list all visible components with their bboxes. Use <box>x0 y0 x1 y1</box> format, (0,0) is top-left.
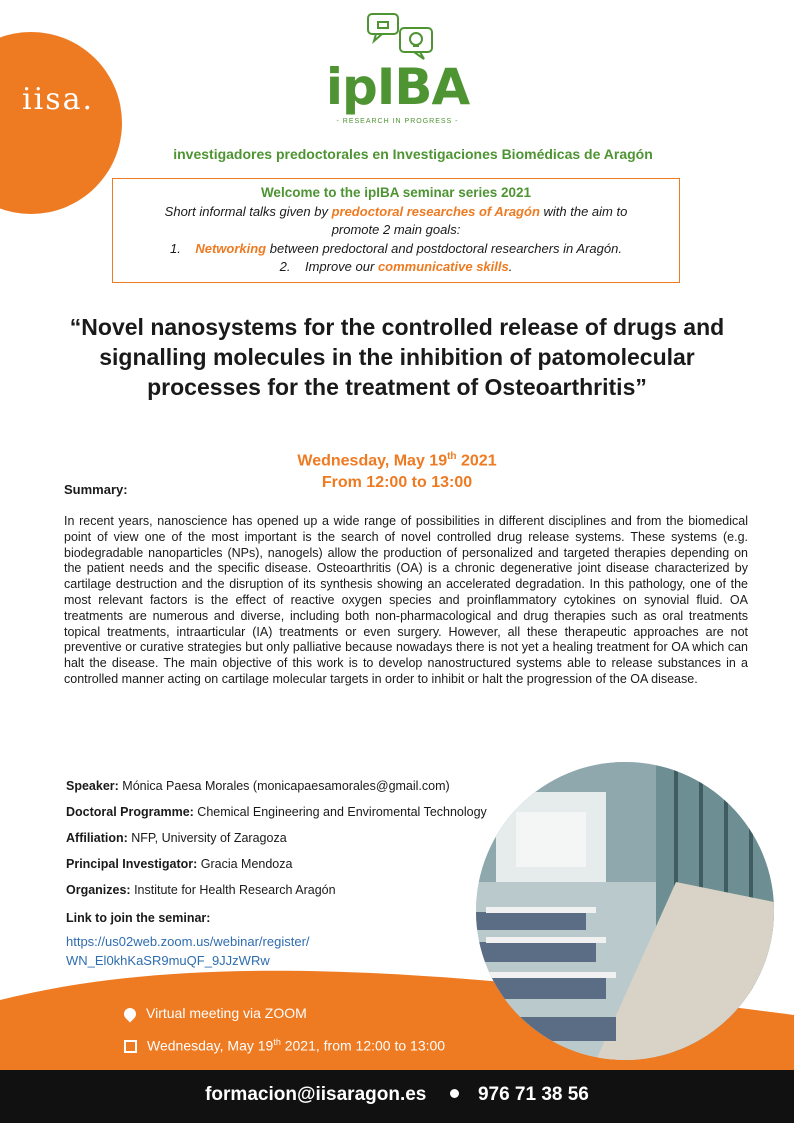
iis-logo-circle <box>0 32 122 214</box>
summary-label: Summary: <box>64 482 128 497</box>
footer-location <box>124 1005 307 1021</box>
link-label-text: Link to join the seminar: <box>66 911 211 925</box>
ipiba-logo-tagline: - RESEARCH IN PROGRESS - <box>336 118 459 125</box>
link-label <box>66 911 210 925</box>
ipiba-logo-name: ipIBA <box>325 58 470 116</box>
contact-info <box>0 1084 794 1106</box>
goal-2 <box>113 258 679 277</box>
contact-phone[interactable]: 976 71 38 56 <box>477 1084 589 1105</box>
bullet-icon <box>450 1089 459 1098</box>
affiliation-row <box>66 831 287 845</box>
affiliation-value: NFP, University of Zaragoza <box>127 831 287 845</box>
welcome-box <box>112 178 680 283</box>
organization-full-name: investigadores predoctorales en Investigaciones Biomédicas de Aragón <box>173 146 653 162</box>
summary-text: In recent years, nanoscience has opened up a wide range of possibilities in different disciplines and from the biomedical point of view one of the most important is the search of novel controlled drug release systems. These systems (e.g. biodegradable nanoparticles (NPs), nanogels) allow the production of personalized and targeted therapies depending on the patient needs and the specific disease. Osteoarthritis (OA) is a chronic degenerative joint disease characterized by cartilage destruction and the disruption of its synthesis showing an accelerated degradation. In this pathology, one of the most relevant factors is the effect of reactive oxygen species and proinflammatory cytokines on synovial fluid. OA treatments are numerous and diverse, including both non-pharmacological and drug therapies such as oral treatments topical treatments, intraarticular (IA) treatments or even surgery. However, all these therapeutic approaches are not preventive or curative strategies but only palliative because nowadays there is not yet a healing treatment for OA which can halt the disease. The main objective of this work is to develop nanostructured systems able to release substances in a controlled manner acting on cartilage molecular targets in order to inhibit or halt the progression of the OA disease. <box>64 514 748 686</box>
organizes-row <box>66 883 336 897</box>
seminar-link-line-1[interactable]: https://us02web.zoom.us/webinar/register/ <box>66 934 310 949</box>
iis-logo-text: iisa. <box>22 82 95 117</box>
footer-date-suffix: th <box>273 1037 281 1047</box>
talk-date-suffix: th <box>447 451 457 462</box>
pi-value: Gracia Mendoza <box>197 857 293 871</box>
talk-time: From 12:00 to 13:00 <box>321 474 473 492</box>
goal-2-number: 2. <box>279 259 291 274</box>
organizes-value: Institute for Health Research Aragón <box>130 883 336 897</box>
location-pin-icon <box>122 1006 139 1023</box>
affiliation-label: Affiliation: <box>66 831 128 845</box>
footer-datetime <box>124 1037 445 1054</box>
welcome-line-2: promote 2 main goals: <box>331 222 461 237</box>
goal-2-end: . <box>508 259 513 274</box>
programme-value: Chemical Engineering and Enviromental Technology <box>193 805 487 819</box>
calendar-icon <box>124 1040 137 1053</box>
goal-2-highlight: communicative skills <box>377 259 509 274</box>
speaker-value: Mónica Paesa Morales (monicapaesamorales@gmail.com) <box>118 779 450 793</box>
classroom-photo <box>476 762 774 1060</box>
talk-date-year: 2021 <box>456 452 497 470</box>
welcome-line-1-end: with the aim to <box>539 203 628 219</box>
goal-1-highlight: Networking <box>195 240 267 256</box>
goal-1-number: 1. <box>170 240 181 256</box>
pi-label: Principal Investigator: <box>66 857 198 871</box>
programme-row <box>66 805 487 819</box>
footer-location-text: Virtual meeting via ZOOM <box>146 1005 307 1021</box>
goal-1-text: between predoctoral and postdoctoral researchers in Aragón. <box>266 240 622 256</box>
goal-1 <box>113 240 679 259</box>
organizes-label: Organizes: <box>66 883 131 897</box>
speaker-label: Speaker: <box>66 779 119 793</box>
pi-row <box>66 857 292 871</box>
talk-date <box>0 446 794 472</box>
welcome-line-1-text: Short informal talks given by <box>164 203 332 219</box>
speaker-row <box>66 779 450 793</box>
welcome-title: Welcome to the ipIBA seminar series 2021 <box>260 185 532 200</box>
classroom-image-icon <box>476 762 774 1060</box>
talk-title: “Novel nanosystems for the controlled release of drugs and signalling molecules in the inhibition of patomolecular processes for the treatment of Osteoarthritis” <box>69 314 725 400</box>
contact-email[interactable]: formacion@iisaragon.es <box>205 1084 427 1105</box>
footer-time-text: 2021, from 12:00 to 13:00 <box>280 1037 446 1054</box>
footer-date-text: Wednesday, May 19 <box>147 1037 274 1054</box>
seminar-link-line-2[interactable]: WN_El0khKaSR9muQF_9JJzWRw <box>66 953 270 968</box>
programme-label: Doctoral Programme: <box>66 805 194 819</box>
welcome-highlight-researchers: predoctoral researches of Aragón <box>331 203 540 219</box>
goal-2-text: Improve our <box>304 259 378 274</box>
talk-date-text: Wednesday, May 19 <box>297 452 448 470</box>
welcome-line-1 <box>113 203 679 222</box>
